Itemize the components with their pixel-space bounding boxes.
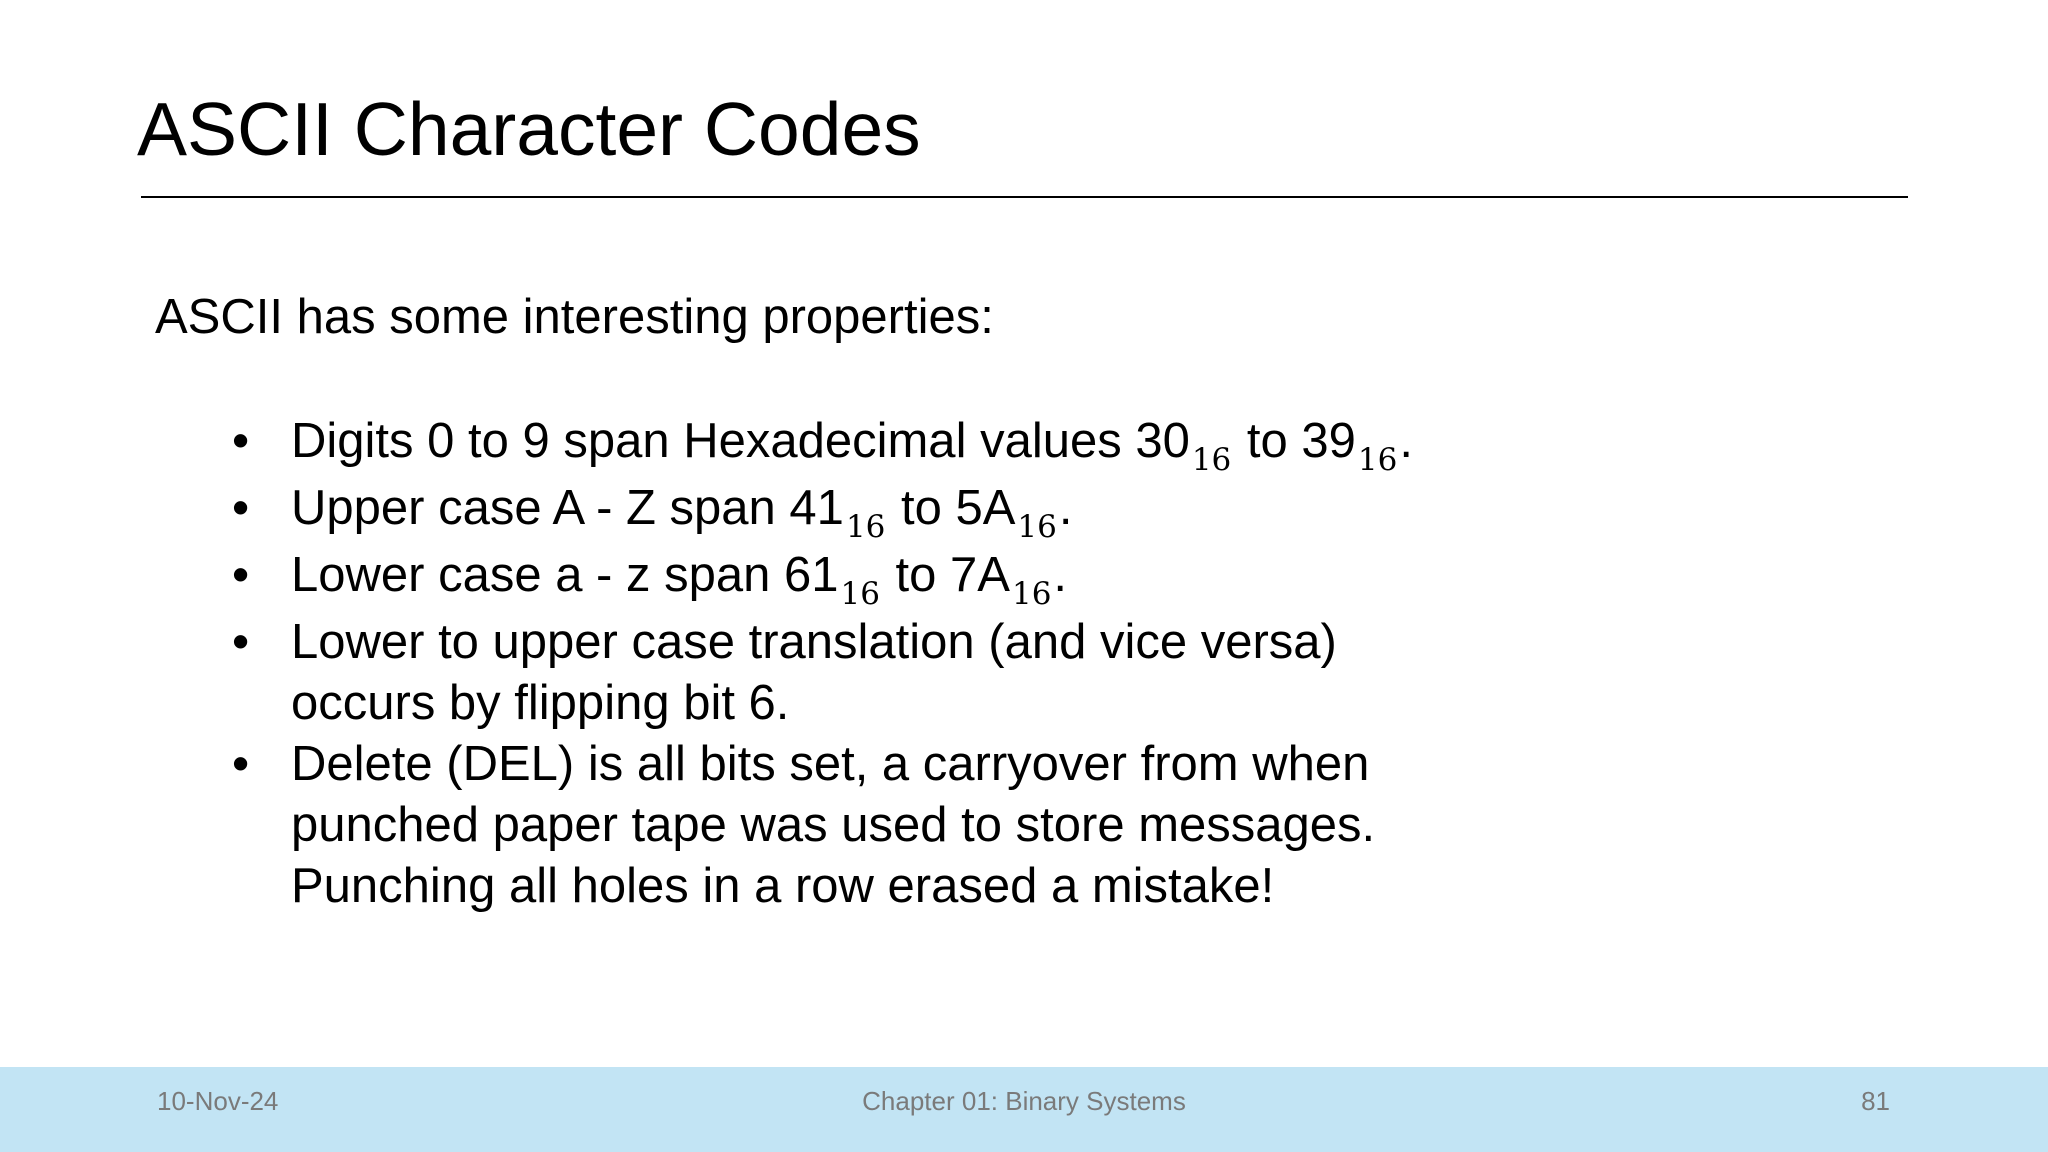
bullet-marker: • xyxy=(232,481,250,535)
bullet-marker: • xyxy=(232,548,250,602)
bullet-text: Punching all holes in a row erased a mistake! xyxy=(291,859,1275,913)
bullet-item-digits xyxy=(232,411,1532,478)
bullet-item-uppercase xyxy=(232,478,1532,545)
title-divider xyxy=(141,196,1908,198)
bullet-item-case-translation xyxy=(232,612,1532,734)
subscript-base: 16 xyxy=(840,576,880,612)
bullet-marker: • xyxy=(232,615,250,669)
bullet-item-delete xyxy=(232,734,1532,917)
bullet-text: Lower to upper case translation (and vice versa) xyxy=(291,615,1337,669)
bullet-text: . xyxy=(1399,414,1413,468)
intro-text: ASCII has some interesting properties: xyxy=(155,290,994,344)
footer-date: 10-Nov-24 xyxy=(157,1086,279,1116)
subscript-base: 16 xyxy=(1011,576,1052,612)
subscript-base: 16 xyxy=(1191,442,1232,478)
bullet-text: Upper case A - Z span 41 xyxy=(291,481,844,535)
footer-chapter-title: Chapter 01: Binary Systems xyxy=(862,1086,1186,1116)
bullet-text: to 5A xyxy=(887,481,1016,535)
bullet-text: Digits 0 to 9 span Hexadecimal values 30 xyxy=(291,414,1190,468)
subscript-base: 16 xyxy=(1017,509,1057,545)
bullet-list xyxy=(232,411,1532,917)
bullet-text: . xyxy=(1053,548,1068,602)
bullet-text: occurs by flipping bit 6. xyxy=(291,676,790,730)
bullet-text: punched paper tape was used to store messages. xyxy=(291,798,1376,852)
bullet-text: Lower case a - z span 61 xyxy=(291,548,839,602)
slide-footer xyxy=(0,1067,2048,1152)
subscript-base: 16 xyxy=(845,509,886,545)
bullet-text: . xyxy=(1058,481,1073,535)
bullet-marker: • xyxy=(232,737,250,791)
bullet-text: to 39 xyxy=(1233,414,1356,468)
footer-page-number: 81 xyxy=(1861,1086,1890,1116)
subscript-base: 16 xyxy=(1357,442,1398,478)
bullet-text: to 7A xyxy=(881,548,1010,602)
slide-title: ASCII Character Codes xyxy=(137,87,921,171)
bullet-item-lowercase xyxy=(232,545,1532,612)
bullet-text: Delete (DEL) is all bits set, a carryover from when xyxy=(291,737,1370,791)
bullet-marker: • xyxy=(232,414,250,468)
